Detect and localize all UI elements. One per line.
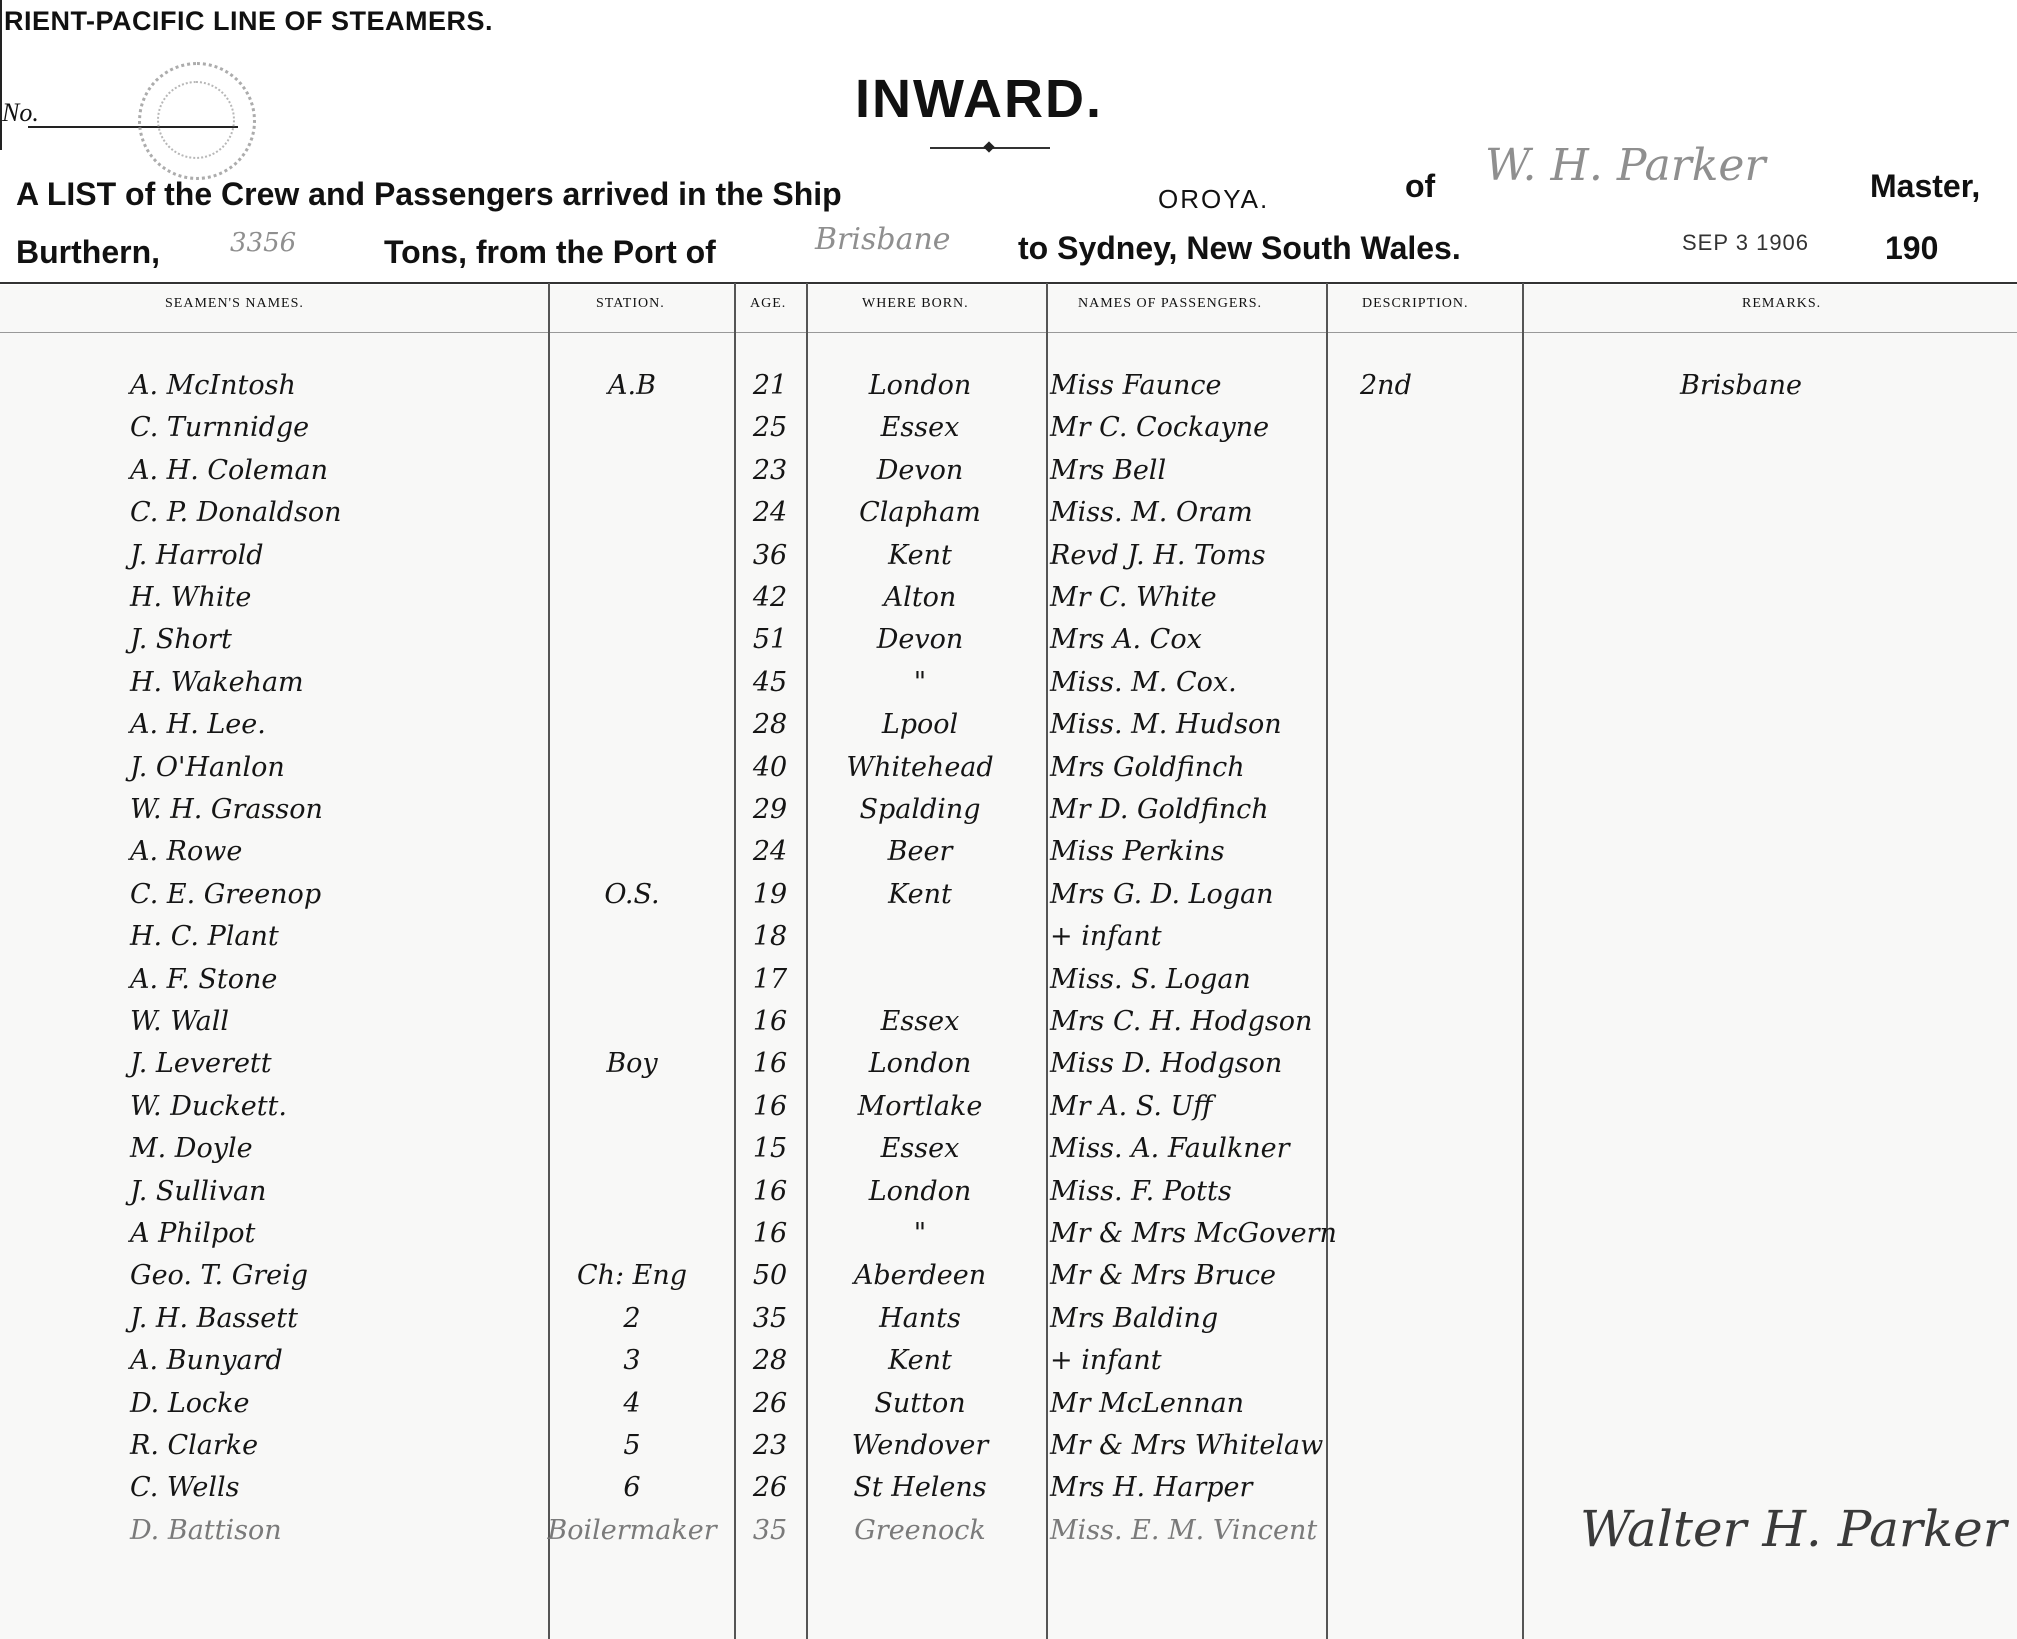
destination-text: to Sydney, New South Wales. — [1018, 230, 1461, 266]
where-born: London — [868, 370, 972, 401]
seaman-name: C. E. Greenop — [130, 878, 322, 910]
station: 5 — [623, 1430, 641, 1461]
divider-passengers — [1046, 283, 1048, 1639]
seaman-name: M. Doyle — [130, 1133, 253, 1165]
where-born: " — [913, 1218, 927, 1249]
passenger-name: Revd J. H. Toms — [1050, 539, 1266, 571]
title-ornament — [930, 147, 1050, 149]
year-label: 190 — [1885, 230, 1939, 266]
seaman-name: J. Short — [130, 624, 232, 656]
seaman-name: A Philpot — [130, 1218, 256, 1249]
where-born: Alton — [883, 582, 957, 613]
age: 23 — [752, 454, 788, 486]
column-passenger-names: NAMES OF PASSENGERS. — [1078, 296, 1263, 311]
master-signature: Walter H. Parker — [1580, 1500, 2007, 1558]
passenger-name: Miss. A. Faulkner — [1050, 1133, 1290, 1165]
seaman-name: A. F. Stone — [130, 963, 278, 995]
station: O.S. — [604, 878, 660, 910]
passenger-name: Miss. S. Logan — [1050, 963, 1251, 995]
station: 4 — [623, 1387, 641, 1419]
age: 18 — [752, 921, 788, 953]
seaman-name: W. H. Grasson — [130, 794, 323, 825]
age: 28 — [752, 1345, 788, 1377]
list-description: A LIST of the Crew and Passengers arrived in the Ship — [16, 176, 842, 212]
seaman-name: H. White — [130, 582, 252, 613]
column-remarks: REMARKS. — [1742, 296, 1822, 311]
station: Boilermaker — [547, 1514, 717, 1546]
passenger-name: Mr & Mrs Bruce — [1050, 1260, 1276, 1292]
number-label: No. — [2, 98, 39, 127]
column-age: AGE. — [750, 296, 787, 311]
passenger-name: Mr C. Cockayne — [1050, 412, 1270, 444]
remarks: Brisbane — [1680, 370, 1802, 401]
tons-from-port-text: Tons, from the Port of — [384, 234, 716, 270]
where-born: Spalding — [859, 794, 981, 825]
date-stamp: SEP 3 1906 — [1682, 230, 1810, 255]
passenger-name: Mrs Bell — [1050, 454, 1167, 486]
station: 6 — [623, 1472, 641, 1504]
passenger-name: Mrs G. D. Logan — [1050, 878, 1274, 910]
divider-born — [806, 283, 808, 1639]
seaman-name: A. Bunyard — [130, 1345, 283, 1377]
divider-remarks — [1522, 283, 1524, 1639]
age: 16 — [752, 1218, 788, 1249]
age: 15 — [752, 1133, 788, 1165]
seaman-name: A. Rowe — [130, 836, 243, 868]
passenger-name: + infant — [1050, 921, 1162, 953]
age: 50 — [752, 1260, 788, 1292]
where-born: London — [868, 1048, 972, 1080]
divider-description — [1326, 283, 1328, 1639]
passenger-name: Mr A. S. Uff — [1050, 1090, 1213, 1122]
passenger-name: Mr McLennan — [1050, 1387, 1245, 1419]
master-label: Master, — [1870, 168, 1981, 204]
passenger-name: Mrs H. Harper — [1050, 1472, 1253, 1504]
station: Boy — [606, 1048, 658, 1080]
where-born: Kent — [888, 1345, 952, 1377]
seaman-name: W. Wall — [130, 1006, 229, 1037]
age: 19 — [752, 878, 788, 910]
description: 2nd — [1360, 370, 1412, 401]
age: 26 — [752, 1387, 788, 1419]
where-born: Mortlake — [857, 1090, 983, 1122]
passenger-name: Mrs Balding — [1050, 1302, 1219, 1334]
age: 36 — [752, 539, 788, 571]
passenger-name: Miss. F. Potts — [1050, 1175, 1232, 1207]
where-born: Beer — [887, 836, 953, 868]
age: 16 — [752, 1090, 788, 1122]
header-rule-bottom — [0, 332, 2017, 333]
where-born: " — [913, 666, 927, 698]
passenger-name: Mr C. White — [1050, 582, 1217, 613]
age: 24 — [752, 497, 788, 529]
where-born: Greenock — [854, 1514, 986, 1546]
divider-age — [734, 283, 736, 1639]
column-seamen-names: SEAMEN'S NAMES. — [165, 296, 304, 311]
seaman-name: J. Leverett — [130, 1048, 272, 1080]
steamship-line-name: RIENT-PACIFIC LINE OF STEAMERS. — [4, 6, 494, 36]
where-born: St Helens — [853, 1472, 987, 1504]
document-title: INWARD. — [855, 69, 1103, 129]
burthen-value: 3356 — [230, 228, 297, 258]
column-description: DESCRIPTION. — [1362, 296, 1469, 311]
passenger-name: Miss. M. Cox. — [1050, 666, 1237, 698]
station: 3 — [623, 1345, 641, 1377]
seaman-name: J. O'Hanlon — [130, 751, 285, 783]
seaman-name: D. Battison — [130, 1514, 282, 1546]
age: 40 — [752, 751, 788, 783]
passenger-name: Mrs A. Cox — [1050, 624, 1202, 656]
where-born: London — [868, 1175, 972, 1207]
age: 21 — [752, 370, 788, 401]
where-born: Kent — [888, 539, 952, 571]
passenger-name: Miss Faunce — [1050, 370, 1222, 401]
where-born: Hants — [879, 1302, 961, 1334]
seaman-name: H. Wakeham — [130, 666, 304, 698]
age: 16 — [752, 1006, 788, 1037]
age: 24 — [752, 836, 788, 868]
seaman-name: C. Wells — [130, 1472, 240, 1504]
seaman-name: R. Clarke — [130, 1430, 259, 1461]
where-born: Clapham — [859, 497, 981, 529]
age: 23 — [752, 1430, 788, 1461]
column-where-born: WHERE BORN. — [862, 296, 969, 311]
passenger-name: Mr & Mrs Whitelaw — [1050, 1430, 1324, 1461]
passenger-name: Mrs Goldfinch — [1050, 751, 1245, 783]
seaman-name: W. Duckett. — [130, 1090, 287, 1122]
where-born: Aberdeen — [853, 1260, 987, 1292]
seaman-name: J. H. Bassett — [130, 1302, 298, 1334]
seaman-name: Geo. T. Greig — [130, 1260, 309, 1292]
passenger-name: + infant — [1050, 1345, 1162, 1377]
where-born: Essex — [880, 412, 960, 444]
passenger-name: Miss. M. Hudson — [1050, 709, 1282, 741]
age: 35 — [752, 1514, 788, 1546]
where-born: Lpool — [881, 709, 959, 741]
seaman-name: J. Sullivan — [130, 1175, 267, 1207]
age: 28 — [752, 709, 788, 741]
column-station: STATION. — [596, 296, 665, 311]
age: 35 — [752, 1302, 788, 1334]
where-born: Whitehead — [846, 751, 994, 783]
seaman-name: C. Turnnidge — [130, 412, 310, 444]
station: Ch: Eng — [576, 1260, 688, 1292]
port-from: Brisbane — [815, 222, 951, 257]
where-born: Wendover — [851, 1430, 989, 1461]
seaman-name: J. Harrold — [130, 539, 264, 571]
age: 42 — [752, 582, 788, 613]
seaman-name: A. H. Lee. — [130, 709, 266, 741]
seaman-name: A. McIntosh — [130, 370, 296, 401]
age: 16 — [752, 1175, 788, 1207]
age: 45 — [752, 666, 788, 698]
divider-station — [548, 283, 550, 1639]
age: 29 — [752, 794, 788, 825]
where-born: Kent — [888, 878, 952, 910]
passenger-name: Mrs C. H. Hodgson — [1050, 1006, 1313, 1037]
seaman-name: C. P. Donaldson — [130, 497, 342, 529]
passenger-name: Miss. M. Oram — [1050, 497, 1253, 529]
seaman-name: D. Locke — [130, 1387, 250, 1419]
passenger-name: Miss D. Hodgson — [1050, 1048, 1283, 1080]
age: 51 — [752, 624, 788, 656]
where-born: Essex — [880, 1006, 960, 1037]
age: 26 — [752, 1472, 788, 1504]
where-born: Devon — [876, 454, 964, 486]
passenger-name: Miss. E. M. Vincent — [1050, 1514, 1318, 1546]
master-name: W. H. Parker — [1485, 140, 1766, 191]
seaman-name: A. H. Coleman — [130, 454, 328, 486]
age: 16 — [752, 1048, 788, 1080]
passenger-name: Mr D. Goldfinch — [1050, 794, 1269, 825]
where-born: Devon — [876, 624, 964, 656]
seaman-name: H. C. Plant — [130, 921, 279, 953]
age: 17 — [752, 963, 788, 995]
station: 2 — [623, 1302, 641, 1334]
burthen-label: Burthern, — [16, 234, 160, 270]
ship-name: OROYA. — [1158, 184, 1270, 214]
age: 25 — [752, 412, 788, 444]
where-born: Sutton — [874, 1387, 966, 1419]
station: A.B — [608, 370, 656, 401]
header-rule-top — [0, 282, 2017, 284]
passenger-name: Miss Perkins — [1050, 836, 1225, 868]
circular-stamp-icon — [138, 62, 256, 180]
of-label: of — [1405, 168, 1436, 204]
passenger-name: Mr & Mrs McGovern — [1050, 1218, 1337, 1249]
where-born: Essex — [880, 1133, 960, 1165]
